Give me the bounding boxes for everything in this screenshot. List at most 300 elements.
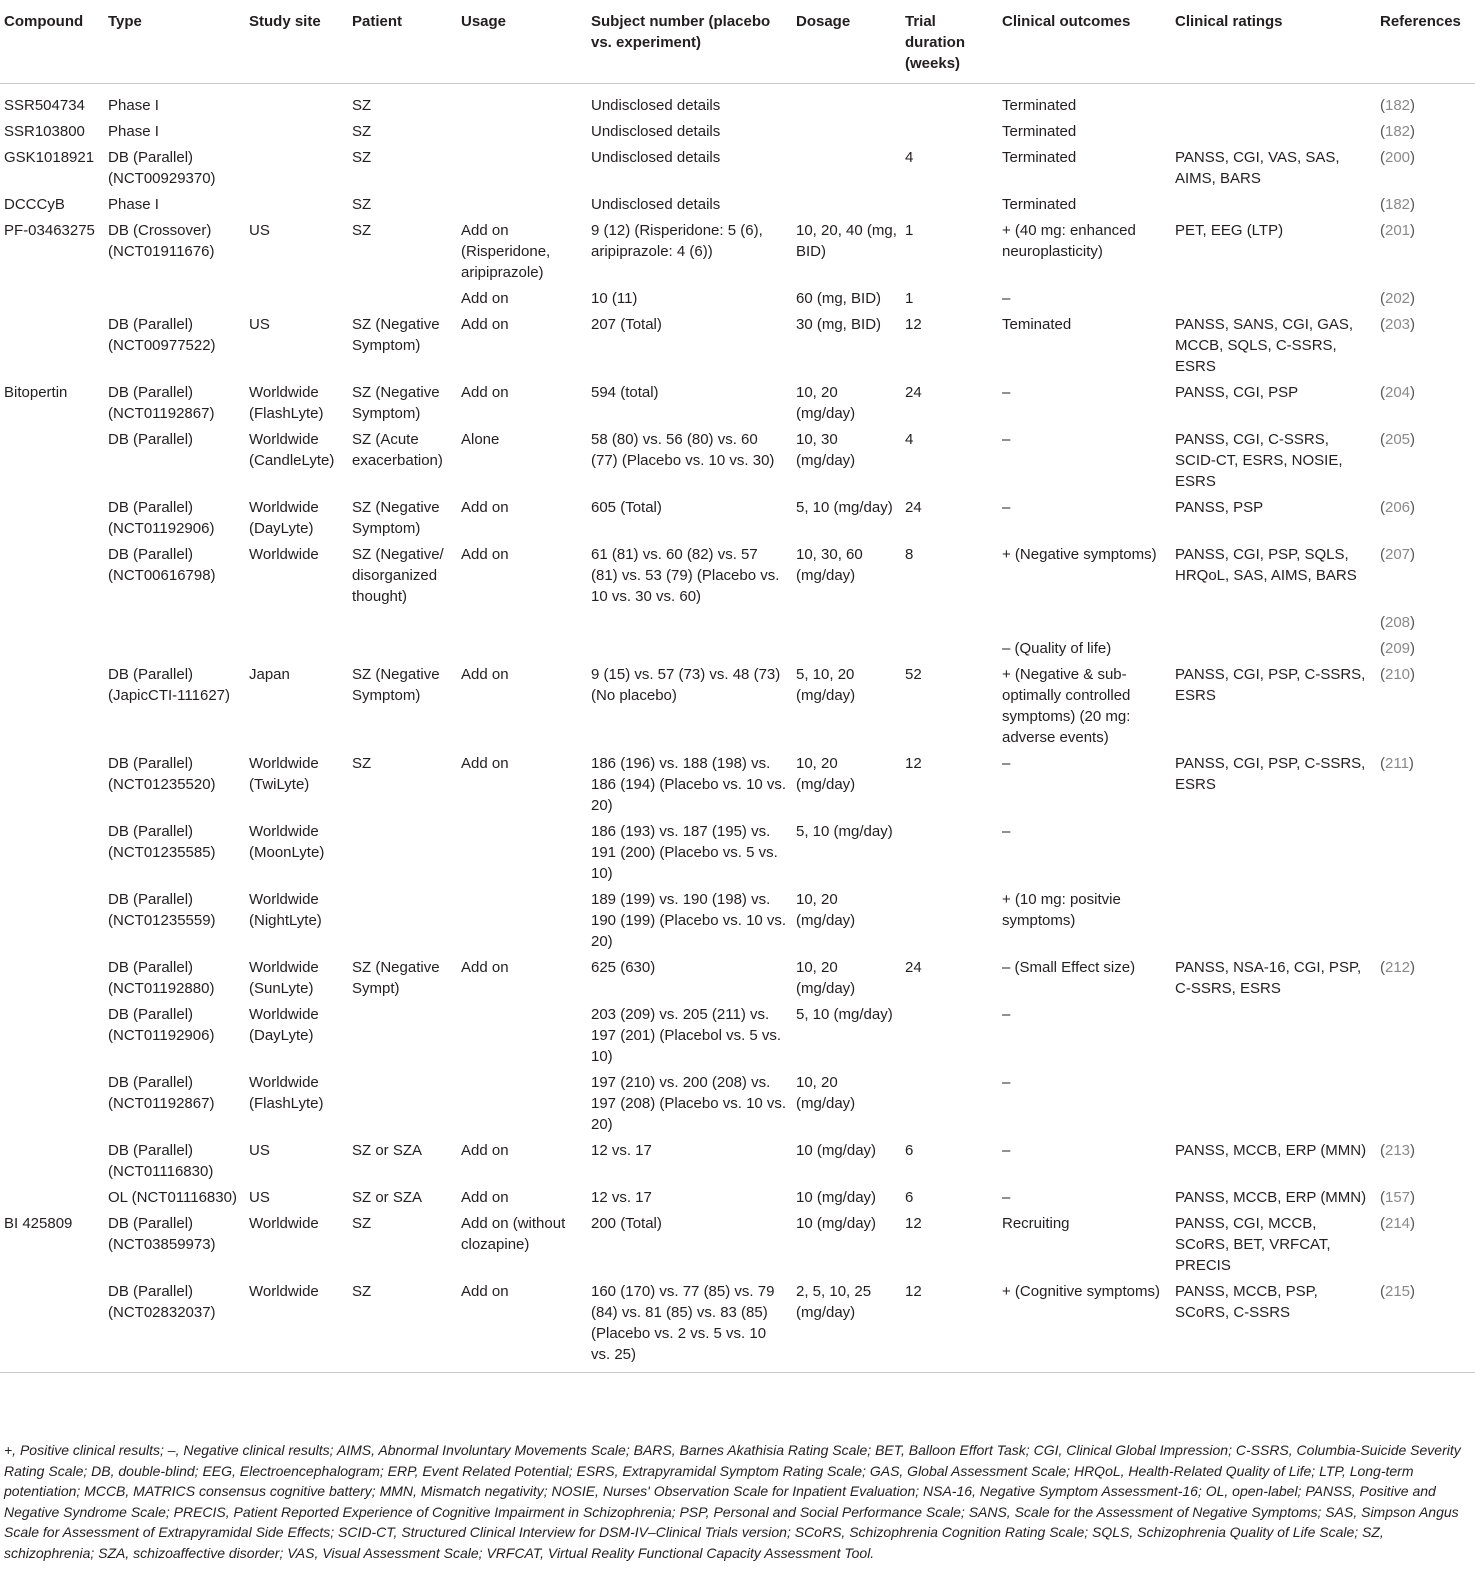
table-row (0, 1210, 1475, 1278)
cell-dosage: 10, 20 (mg/day) (796, 755, 856, 793)
cell-reference (1376, 1001, 1475, 1069)
cell-dosage: 10, 20, 40 (mg, BID) (796, 222, 897, 260)
cell-clinical-ratings: PANSS, MCCB, ERP (MMN) (1175, 1142, 1367, 1159)
cell-reference[interactable]: (201) (1380, 222, 1416, 239)
cell-trial-duration: 4 (905, 149, 914, 166)
cell-patient: SZ or SZA (352, 1189, 423, 1206)
cell-subject-number: 160 (170) vs. 77 (85) vs. 79 (84) vs. 81 (85) vs. 83 (85) (Placebo vs. 2 vs. 5 vs. 10 vs. 25) (591, 1283, 775, 1363)
cell-usage: Add on (461, 384, 509, 401)
cell-subject-number: 9 (12) (Risperidone: 5 (6), aripiprazole: 4 (6)) (591, 222, 763, 260)
cell-compound (0, 609, 104, 635)
cell-patient: SZ (Negative Symptom) (352, 384, 440, 422)
cell-study-site (245, 144, 348, 191)
cell-clinical-ratings: PANSS, CGI, PSP, C-SSRS, ESRS (1175, 755, 1366, 793)
col-header-patient: Patient (348, 0, 457, 84)
cell-compound (0, 1069, 104, 1137)
cell-type: DB (Parallel) (NCT00977522) (108, 316, 216, 354)
cell-clinical-outcomes: Terminated (1002, 123, 1077, 140)
cell-subject-number: 605 (Total) (591, 499, 662, 516)
cell-usage: Add on (Risperidone, aripiprazole) (461, 222, 551, 281)
cell-type: Phase I (108, 123, 159, 140)
cell-subject-number: 10 (11) (591, 290, 638, 307)
header-row (0, 0, 1475, 84)
reference-link[interactable]: 207 (1385, 546, 1411, 563)
cell-type: DB (Parallel) (NCT01192867) (108, 1074, 215, 1112)
cell-study-site (245, 191, 348, 217)
cell-clinical-ratings: PET, EEG (LTP) (1175, 222, 1284, 239)
cell-study-site (245, 635, 348, 661)
table-row (0, 886, 1475, 954)
cell-trial-duration (901, 609, 998, 635)
cell-usage (457, 609, 587, 635)
cell-study-site: Worldwide (CandleLyte) (249, 431, 335, 469)
col-header-type: Type (104, 0, 245, 84)
cell-study-site: Worldwide (MoonLyte) (249, 823, 325, 861)
cell-trial-duration: 24 (905, 959, 922, 976)
reference-link[interactable]: 206 (1385, 499, 1411, 516)
cell-clinical-ratings: PANSS, CGI, VAS, SAS, AIMS, BARS (1175, 149, 1340, 187)
cell-clinical-ratings (1171, 1001, 1376, 1069)
cell-trial-duration: 6 (905, 1142, 914, 1159)
cell-trial-duration: 52 (905, 666, 922, 683)
cell-trial-duration: 24 (905, 499, 922, 516)
table-row (0, 1137, 1475, 1184)
cell-patient: SZ (Negative Sympt) (352, 959, 440, 997)
cell-clinical-ratings: PANSS, MCCB, ERP (MMN) (1175, 1189, 1367, 1206)
cell-type: OL (NCT01116830) (108, 1189, 237, 1206)
table-row (0, 609, 1475, 635)
reference-link[interactable]: 202 (1385, 290, 1411, 307)
table-row (0, 379, 1475, 426)
col-header-clinical-ratings: Clinical ratings (1171, 0, 1376, 84)
cell-patient: SZ (Negative Symptom) (352, 316, 440, 354)
cell-clinical-outcomes: Terminated (1002, 97, 1077, 114)
cell-usage (457, 1001, 587, 1069)
cell-clinical-outcomes: – (1002, 384, 1011, 401)
cell-compound (0, 954, 104, 1001)
cell-usage (457, 818, 587, 886)
table-row (0, 217, 1475, 285)
cell-trial-duration: 1 (905, 290, 914, 307)
cell-compound: DCCCyB (4, 196, 65, 213)
cell-study-site: Worldwide (FlashLyte) (249, 384, 324, 422)
cell-dosage (792, 84, 901, 119)
cell-dosage (792, 635, 901, 661)
cell-compound (0, 1278, 104, 1373)
table-footnote: +, Positive clinical results; –, Negative clinical results; AIMS, Abnormal Involuntary Movements Scale; BARS, Barnes Akathisia Rating Scale; BET, Balloon Effort Task; CGI, Clinical Global Impression; C-SSRS, Columbia-Suicide Severity Rating Scale; DB, double-blind; EEG, Electroencephalogram; ERP, Event Related Potential; ESRS, Extrapyramidal Symptom Rating Scale; GAS, Global Assessment Scale; HRQoL, Health-Related Quality of Life; LTP, Long-term potentiation; MCCB, MATRICS consensus cognitive battery; MMN, Mismatch negativity; NOSIE, Nurses' Observation Scale for Inpatient Evaluation; NSA-16, Negative Symptom Assessment-16; OL, open-label; PANSS, Positive and Negative Syndrome Scale; PRECIS, Patient Reported Experience of Cognitive Impairment in Schizophrenia; PSP, Personal and Social Performance Scale; SANS, Scale for the Assessment of Negative Symptoms; SAS, Simpson Angus Scale for Assessment of Extrapyramidal Side Effects; SCID-CT, Structured Clinical Interview for DSM-IV–Clinical Trials version; SCoRS, Schizophrenia Cognition Rating Scale; SQLS, Schizophrenia Quality of Life Scale; SZ, schizophrenia; SZA, schizoaffective disorder; VAS, Visual Assessment Scale; VRFCAT, Virtual Reality Functional Capacity Assessment Tool. (4, 1442, 1461, 1561)
cell-usage: Add on (461, 1142, 509, 1159)
cell-clinical-outcomes: – (1002, 1006, 1011, 1023)
reference-link[interactable]: 182 (1385, 97, 1411, 114)
cell-compound (0, 311, 104, 379)
cell-clinical-outcomes: + (Negative & sub-optimally controlled symptoms) (20 mg: adverse events) (1002, 666, 1131, 746)
reference-link[interactable]: 182 (1385, 196, 1411, 213)
cell-clinical-ratings: PANSS, CGI, PSP, C-SSRS, ESRS (1175, 666, 1366, 704)
cell-study-site: Worldwide (249, 1215, 319, 1232)
cell-study-site: Worldwide (TwiLyte) (249, 755, 319, 793)
cell-type: DB (Parallel) (NCT01192906) (108, 1006, 215, 1044)
cell-clinical-ratings (1171, 609, 1376, 635)
table-row (0, 1069, 1475, 1137)
cell-compound: GSK1018921 (4, 149, 95, 166)
cell-clinical-outcomes: – (1002, 1189, 1011, 1206)
cell-reference[interactable]: (212) (1380, 959, 1416, 976)
cell-usage (457, 144, 587, 191)
cell-compound: BI 425809 (4, 1215, 73, 1232)
cell-usage: Add on (461, 959, 509, 976)
cell-trial-duration: 12 (905, 316, 922, 333)
cell-type: DB (Parallel) (NCT01235559) (108, 891, 216, 929)
cell-study-site: Worldwide (NightLyte) (249, 891, 322, 929)
cell-clinical-outcomes: Terminated (1002, 196, 1077, 213)
cell-study-site: Worldwide (249, 546, 319, 563)
cell-clinical-outcomes: – (1002, 1142, 1011, 1159)
cell-clinical-ratings (1171, 191, 1376, 217)
cell-clinical-ratings: PANSS, SANS, CGI, GAS, MCCB, SQLS, C-SSRS, ESRS (1175, 316, 1354, 375)
cell-dosage: 10, 30, 60 (mg/day) (796, 546, 863, 584)
cell-compound (0, 661, 104, 750)
cell-clinical-ratings: PANSS, CGI, MCCB, SCoRS, BET, VRFCAT, PRECIS (1175, 1215, 1331, 1274)
cell-subject-number: 197 (210) vs. 200 (208) vs. 197 (208) (Placebo vs. 10 vs. 20) (591, 1074, 787, 1133)
cell-type: DB (Parallel) (NCT01235585) (108, 823, 216, 861)
cell-subject-number: 625 (630) (591, 959, 656, 976)
cell-usage: Add on (461, 316, 509, 333)
cell-subject-number: 200 (Total) (591, 1215, 662, 1232)
cell-reference[interactable]: (208) (1380, 614, 1416, 631)
table-row (0, 818, 1475, 886)
cell-reference[interactable]: (211) (1380, 755, 1414, 772)
cell-usage: Alone (461, 431, 500, 448)
cell-dosage: 10, 20 (mg/day) (796, 959, 856, 997)
col-header-trial-duration: Trial duration (weeks) (901, 0, 998, 84)
cell-dosage: 10, 20 (mg/day) (796, 1074, 856, 1112)
cell-subject-number: Undisclosed details (591, 196, 721, 213)
cell-patient (348, 886, 457, 954)
cell-clinical-outcomes: – (1002, 755, 1011, 772)
cell-reference[interactable]: (213) (1380, 1142, 1416, 1159)
cell-type: DB (Parallel) (NCT00616798) (108, 546, 216, 584)
cell-subject-number: 594 (total) (591, 384, 659, 401)
cell-compound (0, 750, 104, 818)
col-header-compound: Compound (0, 0, 104, 84)
cell-subject-number: 9 (15) vs. 57 (73) vs. 48 (73) (No placebo) (591, 666, 781, 704)
cell-reference[interactable]: (157) (1380, 1189, 1416, 1206)
cell-reference[interactable]: (200) (1380, 149, 1416, 166)
cell-study-site (245, 84, 348, 119)
cell-trial-duration: 8 (905, 546, 914, 563)
cell-type (104, 609, 245, 635)
cell-subject-number: Undisclosed details (591, 149, 721, 166)
cell-dosage: 60 (mg, BID) (796, 290, 882, 307)
cell-usage (457, 1069, 587, 1137)
cell-trial-duration: 1 (905, 222, 914, 239)
cell-patient: SZ (Acute exacerbation) (352, 431, 443, 469)
cell-clinical-ratings (1171, 118, 1376, 144)
table-row (0, 1184, 1475, 1210)
cell-compound: Bitopertin (4, 384, 68, 401)
reference-link[interactable]: 182 (1385, 123, 1411, 140)
cell-study-site: US (249, 1142, 270, 1159)
cell-trial-duration: 12 (905, 1283, 922, 1300)
cell-compound (0, 1184, 104, 1210)
cell-clinical-outcomes: – (Quality of life) (1002, 640, 1112, 657)
cell-clinical-ratings (1171, 1069, 1376, 1137)
cell-clinical-ratings: PANSS, CGI, PSP, SQLS, HRQoL, SAS, AIMS, BARS (1175, 546, 1357, 584)
cell-clinical-ratings: PANSS, CGI, PSP (1175, 384, 1299, 401)
cell-trial-duration: 24 (905, 384, 922, 401)
cell-usage (457, 191, 587, 217)
cell-dosage: 10, 20 (mg/day) (796, 384, 856, 422)
col-header-references: References (1376, 0, 1475, 84)
reference-link[interactable]: 208 (1385, 614, 1411, 631)
cell-trial-duration (901, 1069, 998, 1137)
cell-dosage: 5, 10 (mg/day) (796, 823, 893, 840)
cell-compound: SSR103800 (4, 123, 85, 140)
cell-dosage: 10 (mg/day) (796, 1189, 877, 1206)
cell-reference[interactable]: (206) (1380, 499, 1416, 516)
cell-type: DB (Parallel) (NCT01192906) (108, 499, 215, 537)
cell-clinical-ratings (1171, 84, 1376, 119)
cell-usage: Add on (461, 1189, 509, 1206)
reference-link[interactable]: 200 (1385, 149, 1411, 166)
col-header-usage: Usage (457, 0, 587, 84)
cell-clinical-ratings (1171, 285, 1376, 311)
cell-usage: Add on (461, 290, 509, 307)
cell-clinical-ratings: PANSS, MCCB, PSP, SCoRS, C-SSRS (1175, 1283, 1318, 1321)
cell-reference[interactable]: (210) (1380, 666, 1416, 683)
cell-patient: SZ (Negative Symptom) (352, 499, 440, 537)
cell-type: DB (Parallel) (NCT01192880) (108, 959, 215, 997)
cell-usage (457, 635, 587, 661)
cell-patient (348, 1001, 457, 1069)
cell-patient: SZ (352, 222, 372, 239)
cell-clinical-ratings: PANSS, NSA-16, CGI, PSP, C-SSRS, ESRS (1175, 959, 1362, 997)
cell-clinical-outcomes: Teminated (1002, 316, 1072, 333)
cell-dosage (792, 609, 901, 635)
cell-compound (0, 635, 104, 661)
cell-clinical-outcomes: – (1002, 823, 1011, 840)
cell-clinical-outcomes: + (10 mg: positvie symptoms) (1002, 891, 1121, 929)
cell-clinical-outcomes: – (1002, 499, 1011, 516)
cell-compound: PF-03463275 (4, 222, 95, 239)
reference-link[interactable]: 203 (1385, 316, 1411, 333)
reference-link[interactable]: 205 (1385, 431, 1411, 448)
cell-reference[interactable]: (209) (1380, 640, 1416, 657)
table-row (0, 954, 1475, 1001)
cell-study-site: Worldwide (DayLyte) (249, 499, 319, 537)
cell-dosage (792, 144, 901, 191)
cell-patient: SZ or SZA (352, 1142, 423, 1159)
cell-usage: Add on (461, 546, 509, 563)
cell-clinical-outcomes: + (40 mg: enhanced neuroplasticity) (1002, 222, 1136, 260)
cell-dosage: 10 (mg/day) (796, 1142, 877, 1159)
reference-link[interactable]: 157 (1385, 1189, 1411, 1206)
cell-patient (348, 818, 457, 886)
cell-type: DB (Parallel) (108, 431, 194, 448)
cell-reference[interactable]: (203) (1380, 316, 1416, 333)
cell-usage: Add on (without clozapine) (461, 1215, 566, 1253)
cell-type: DB (Parallel) (NCT02832037) (108, 1283, 216, 1321)
cell-patient: SZ (352, 1283, 372, 1300)
cell-subject-number: 186 (193) vs. 187 (195) vs. 191 (200) (Placebo vs. 5 vs. 10) (591, 823, 778, 882)
cell-clinical-outcomes: – (1002, 290, 1011, 307)
cell-reference[interactable]: (215) (1380, 1283, 1416, 1300)
cell-patient (348, 609, 457, 635)
cell-clinical-ratings: PANSS, CGI, C-SSRS, SCID-CT, ESRS, NOSIE, ESRS (1175, 431, 1343, 490)
cell-clinical-ratings (1171, 635, 1376, 661)
cell-study-site: Worldwide (249, 1283, 319, 1300)
cell-patient: SZ (352, 97, 372, 114)
cell-reference[interactable]: (214) (1380, 1215, 1416, 1232)
cell-trial-duration (901, 1001, 998, 1069)
table-row (0, 191, 1475, 217)
reference-link[interactable]: 214 (1385, 1215, 1411, 1232)
cell-compound (0, 818, 104, 886)
cell-dosage: 30 (mg, BID) (796, 316, 882, 333)
cell-patient: SZ (Negative Symptom) (352, 666, 440, 704)
cell-clinical-ratings (1171, 818, 1376, 886)
col-header-dosage: Dosage (792, 0, 901, 84)
cell-compound (0, 426, 104, 494)
table-row (0, 144, 1475, 191)
table-row (0, 426, 1475, 494)
cell-study-site: US (249, 316, 270, 333)
cell-patient: SZ (352, 755, 372, 772)
cell-reference[interactable]: (205) (1380, 431, 1416, 448)
cell-subject-number: 189 (199) vs. 190 (198) vs. 190 (199) (Placebo vs. 10 vs. 20) (591, 891, 787, 950)
cell-type: DB (Parallel) (NCT01192867) (108, 384, 215, 422)
cell-compound: SSR504734 (4, 97, 85, 114)
cell-subject-number: 186 (196) vs. 188 (198) vs. 186 (194) (Placebo vs. 10 vs. 20) (591, 755, 787, 814)
reference-link[interactable]: 210 (1385, 666, 1411, 683)
cell-usage: Add on (461, 755, 509, 772)
cell-type: DB (Parallel) (NCT03859973) (108, 1215, 216, 1253)
cell-type: DB (Parallel) (JapicCTI-111627) (108, 666, 230, 704)
cell-type: DB (Parallel) (NCT01235520) (108, 755, 216, 793)
cell-reference (1376, 886, 1475, 954)
table-body (0, 84, 1475, 1373)
cell-subject-number (587, 609, 792, 635)
cell-usage: Add on (461, 666, 509, 683)
col-header-clinical-outcomes: Clinical outcomes (998, 0, 1171, 84)
cell-type: DB (Parallel) (NCT00929370) (108, 149, 216, 187)
cell-reference[interactable]: (182) (1380, 196, 1416, 213)
cell-patient: SZ (352, 149, 372, 166)
cell-dosage (792, 191, 901, 217)
cell-type: Phase I (108, 97, 159, 114)
cell-trial-duration (901, 118, 998, 144)
reference-link[interactable]: 215 (1385, 1283, 1411, 1300)
cell-trial-duration (901, 84, 998, 119)
col-header-subject-number: Subject number (placebo vs. experiment) (587, 0, 792, 84)
reference-link[interactable]: 201 (1385, 222, 1411, 239)
table-row (0, 118, 1475, 144)
cell-usage: Add on (461, 1283, 509, 1300)
reference-link[interactable]: 209 (1385, 640, 1411, 657)
cell-compound (0, 1001, 104, 1069)
cell-reference[interactable]: (207) (1380, 546, 1416, 563)
cell-patient: SZ (352, 196, 372, 213)
cell-subject-number: 12 vs. 17 (591, 1189, 652, 1206)
cell-study-site: Worldwide (DayLyte) (249, 1006, 319, 1044)
table-row (0, 1001, 1475, 1069)
cell-reference[interactable]: (182) (1380, 123, 1416, 140)
table-row (0, 311, 1475, 379)
cell-usage (457, 84, 587, 119)
cell-subject-number: Undisclosed details (591, 123, 721, 140)
col-header-study-site: Study site (245, 0, 348, 84)
cell-subject-number: Undisclosed details (591, 97, 721, 114)
cell-study-site: Worldwide (SunLyte) (249, 959, 319, 997)
cell-study-site (245, 118, 348, 144)
cell-reference[interactable]: (182) (1380, 97, 1416, 114)
cell-subject-number: 12 vs. 17 (591, 1142, 652, 1159)
reference-link[interactable]: 213 (1385, 1142, 1411, 1159)
cell-trial-duration: 12 (905, 755, 922, 772)
cell-usage: Add on (461, 499, 509, 516)
cell-usage (457, 886, 587, 954)
cell-subject-number: 207 (Total) (591, 316, 662, 333)
cell-trial-duration (901, 818, 998, 886)
table-row (0, 494, 1475, 541)
cell-study-site: US (249, 1189, 270, 1206)
cell-trial-duration (901, 635, 998, 661)
cell-subject-number: 58 (80) vs. 56 (80) vs. 60 (77) (Placebo vs. 10 vs. 30) (591, 431, 775, 469)
cell-clinical-ratings: PANSS, PSP (1175, 499, 1264, 516)
cell-patient (348, 635, 457, 661)
table-row (0, 285, 1475, 311)
cell-dosage: 5, 10 (mg/day) (796, 499, 893, 516)
table-row (0, 1278, 1475, 1373)
cell-trial-duration (901, 886, 998, 954)
cell-type (104, 635, 245, 661)
cell-study-site (245, 609, 348, 635)
cell-study-site: US (249, 222, 270, 239)
cell-reference[interactable]: (202) (1380, 290, 1416, 307)
table-row (0, 661, 1475, 750)
cell-patient (348, 285, 457, 311)
table-row (0, 541, 1475, 609)
table-row (0, 635, 1475, 661)
cell-clinical-outcomes: – (Small Effect size) (1002, 959, 1136, 976)
cell-reference[interactable]: (204) (1380, 384, 1416, 401)
cell-trial-duration (901, 191, 998, 217)
reference-link[interactable]: 211 (1385, 755, 1409, 772)
cell-trial-duration: 4 (905, 431, 914, 448)
reference-link[interactable]: 204 (1385, 384, 1411, 401)
cell-dosage: 2, 5, 10, 25 (mg/day) (796, 1283, 872, 1321)
cell-patient: SZ (352, 1215, 372, 1232)
cell-clinical-outcomes: + (Cognitive symptoms) (1002, 1283, 1160, 1300)
cell-compound (0, 886, 104, 954)
cell-compound (0, 1137, 104, 1184)
cell-study-site: Worldwide (FlashLyte) (249, 1074, 324, 1112)
reference-link[interactable]: 212 (1385, 959, 1411, 976)
cell-type: Phase I (108, 196, 159, 213)
cell-dosage: 10, 30 (mg/day) (796, 431, 856, 469)
cell-patient (348, 1069, 457, 1137)
cell-clinical-outcomes: + (Negative symptoms) (1002, 546, 1157, 563)
cell-clinical-outcomes: – (1002, 1074, 1011, 1091)
cell-clinical-outcomes: – (1002, 431, 1011, 448)
table-row (0, 84, 1475, 119)
table-row (0, 750, 1475, 818)
cell-dosage: 10 (mg/day) (796, 1215, 877, 1232)
cell-study-site (245, 285, 348, 311)
cell-patient: SZ (Negative/ disorganized thought) (352, 546, 444, 605)
cell-type: DB (Parallel) (NCT01116830) (108, 1142, 214, 1180)
cell-reference (1376, 1069, 1475, 1137)
